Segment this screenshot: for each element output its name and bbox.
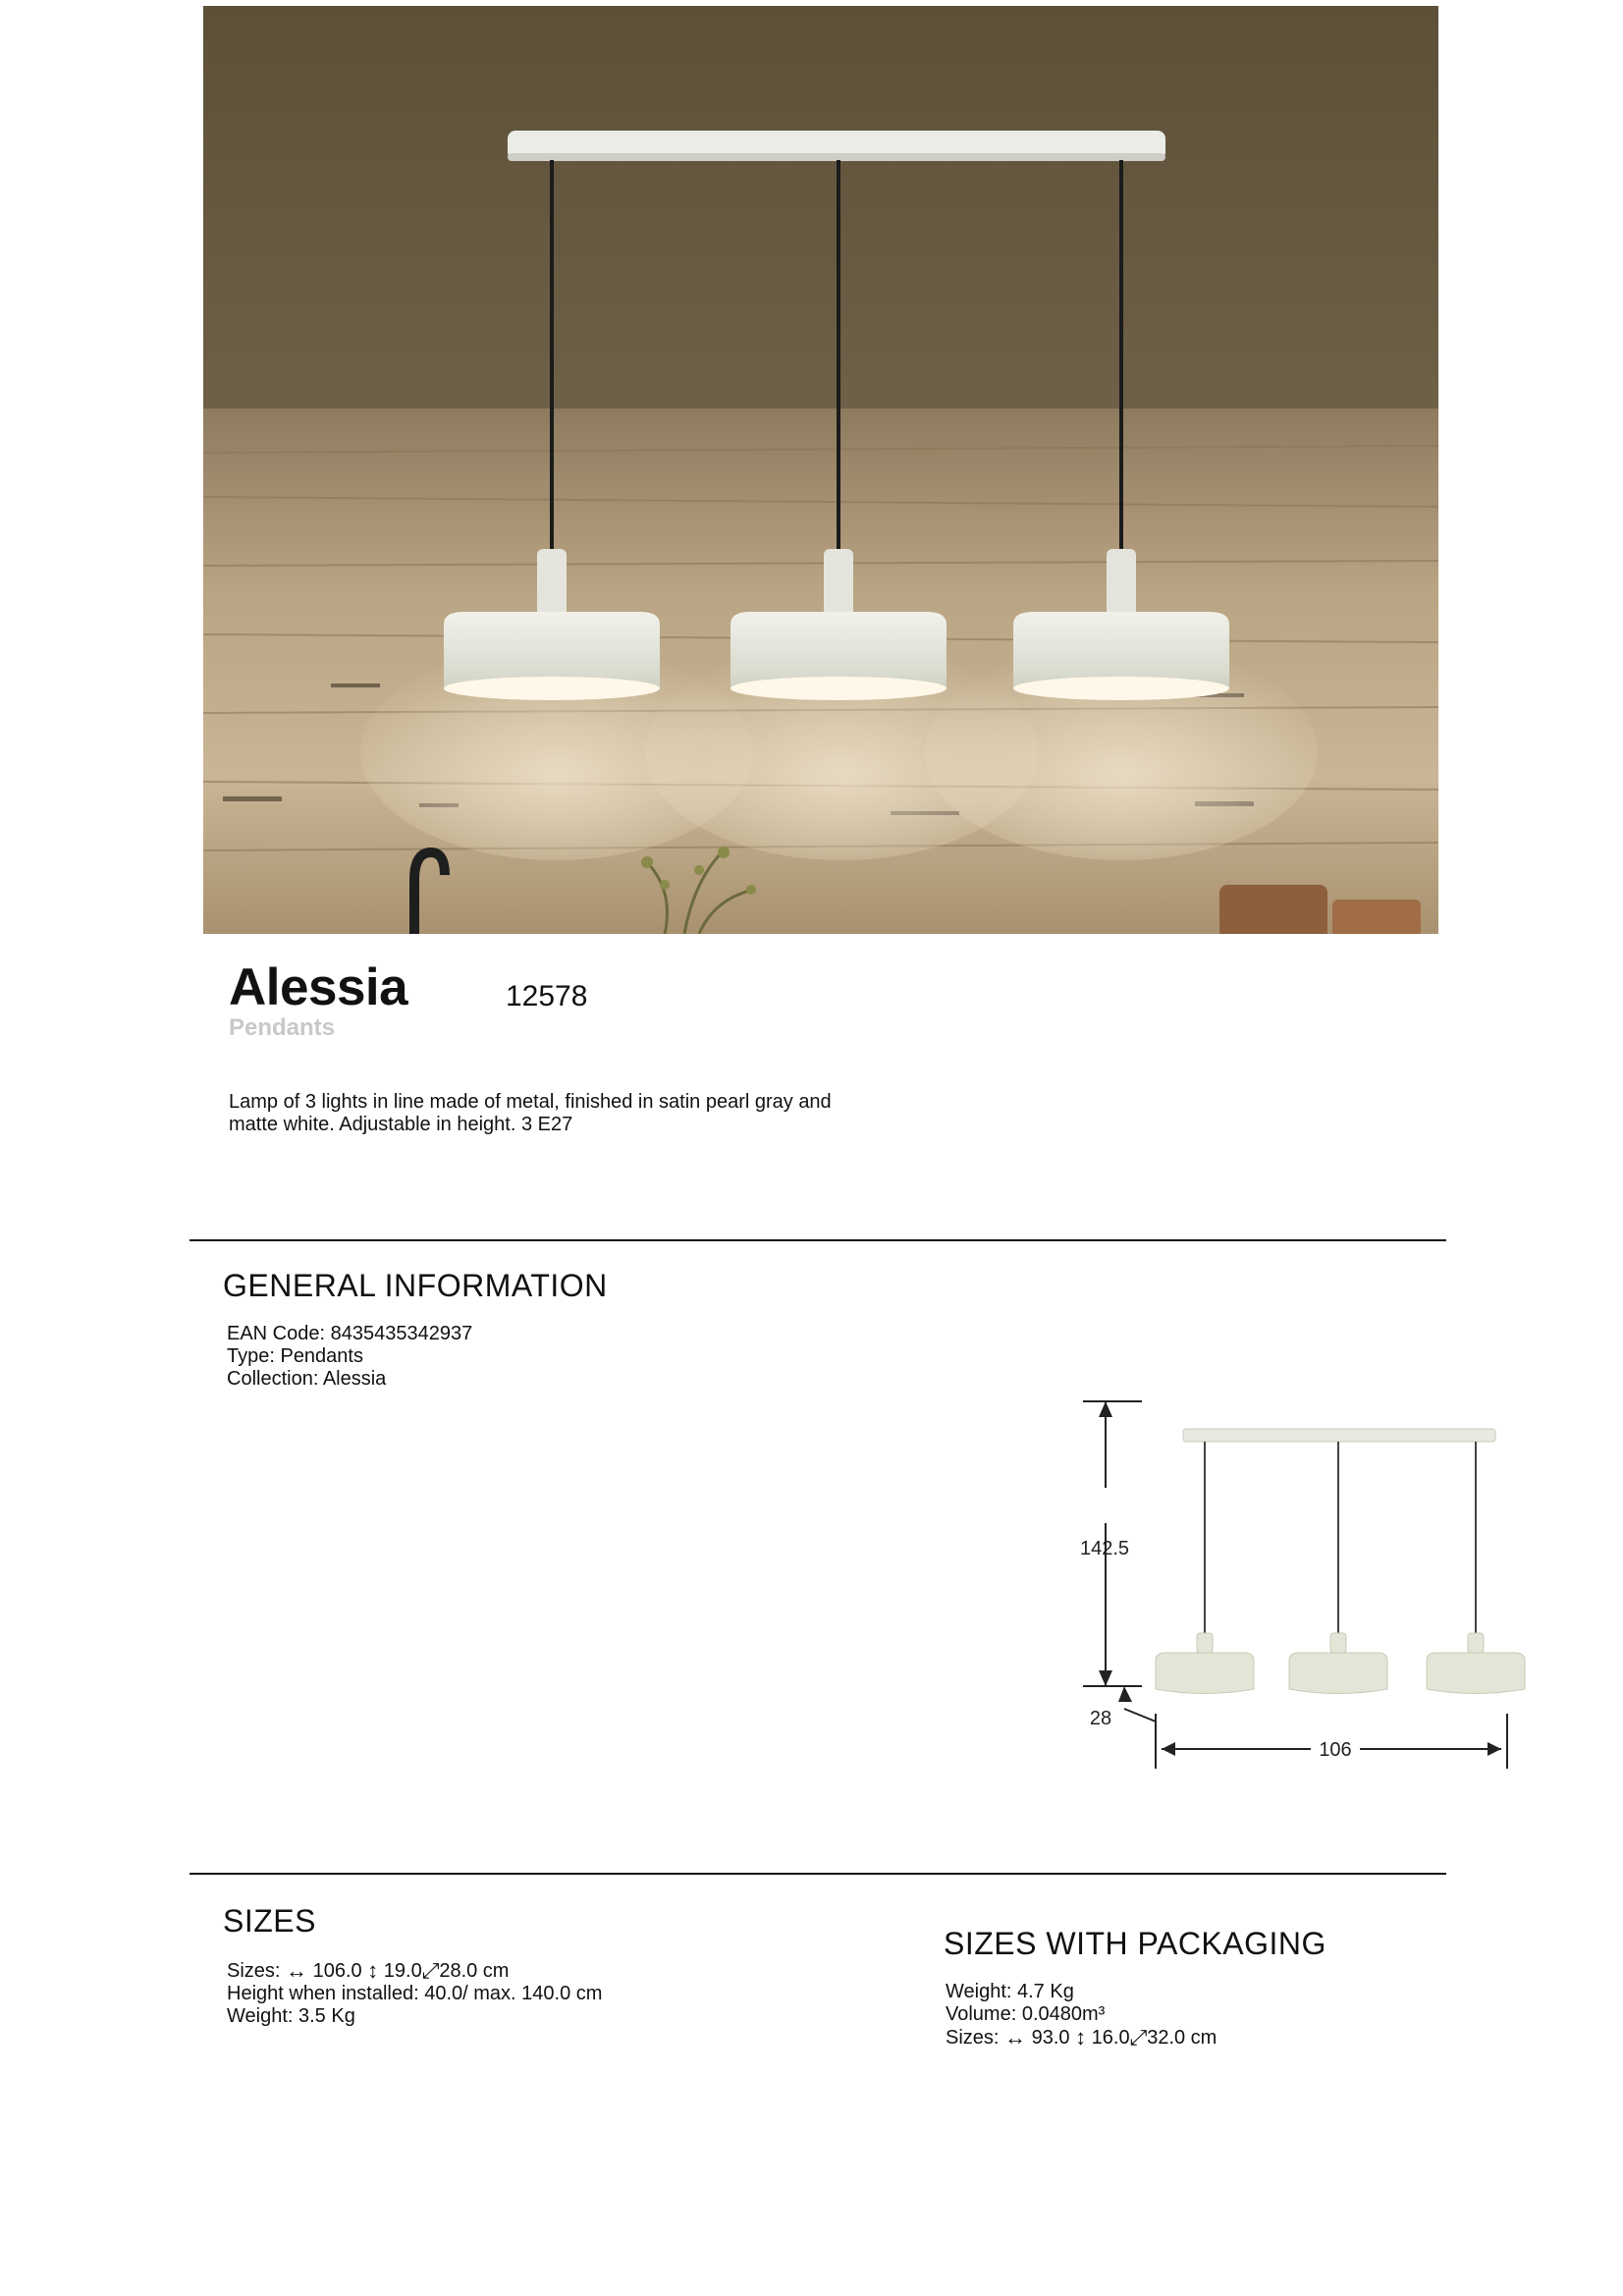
installed-height: Height when installed: 40.0/ max. 140.0 cm (227, 1983, 603, 2004)
general-information-title: GENERAL INFORMATION (223, 1268, 608, 1303)
width-dimension-label: 106 (1319, 1739, 1352, 1761)
dimension-diagram (1075, 1390, 1537, 1782)
product-photo (203, 6, 1438, 934)
product-name: Alessia (229, 958, 408, 1016)
vertical-arrow-icon: ↕ (367, 1958, 379, 1983)
product-reference: 12578 (506, 980, 588, 1012)
packaging-volume: Volume: 0.0480m³ (946, 2003, 1106, 2025)
horizontal-arrow-icon: ↔ (286, 1958, 308, 1983)
height-dimension-label: 142.5 (1079, 1538, 1130, 1559)
section-divider (189, 1239, 1446, 1241)
product-description: Lamp of 3 lights in line made of metal, finished in satin pearl gray and matte white. Adjustable in height. 3 E27 (229, 1091, 832, 1135)
horizontal-arrow-icon: ↔ (1004, 2025, 1027, 2050)
general-information-list (227, 1323, 472, 1391)
sizes-dimensions: Sizes: ↔ 106.0 ↕ 19.0⤢28.0 cm (227, 1958, 510, 1983)
ean-code: EAN Code: 8435435342937 (227, 1323, 473, 1344)
shade-dimension-label: 28 (1089, 1708, 1112, 1729)
product-type: Type: Pendants (227, 1345, 363, 1367)
sizes-title: SIZES (223, 1903, 316, 1939)
packaging-weight: Weight: 4.7 Kg (946, 1981, 1074, 2002)
packaging-list (946, 1981, 1217, 2050)
diagonal-arrow-icon: ⤢ (421, 1958, 440, 1983)
sizes-list (227, 1959, 602, 2028)
section-divider (189, 1873, 1446, 1875)
packaging-title: SIZES WITH PACKAGING (944, 1926, 1326, 1961)
product-weight: Weight: 3.5 Kg (227, 2005, 355, 2027)
collection: Collection: Alessia (227, 1368, 387, 1390)
diagonal-arrow-icon: ⤢ (1129, 2025, 1148, 2050)
product-category: Pendants (229, 1014, 336, 1041)
vertical-arrow-icon: ↕ (1075, 2025, 1087, 2050)
packaging-dimensions: Sizes: ↔ 93.0 ↕ 16.0⤢32.0 cm (946, 2025, 1217, 2050)
